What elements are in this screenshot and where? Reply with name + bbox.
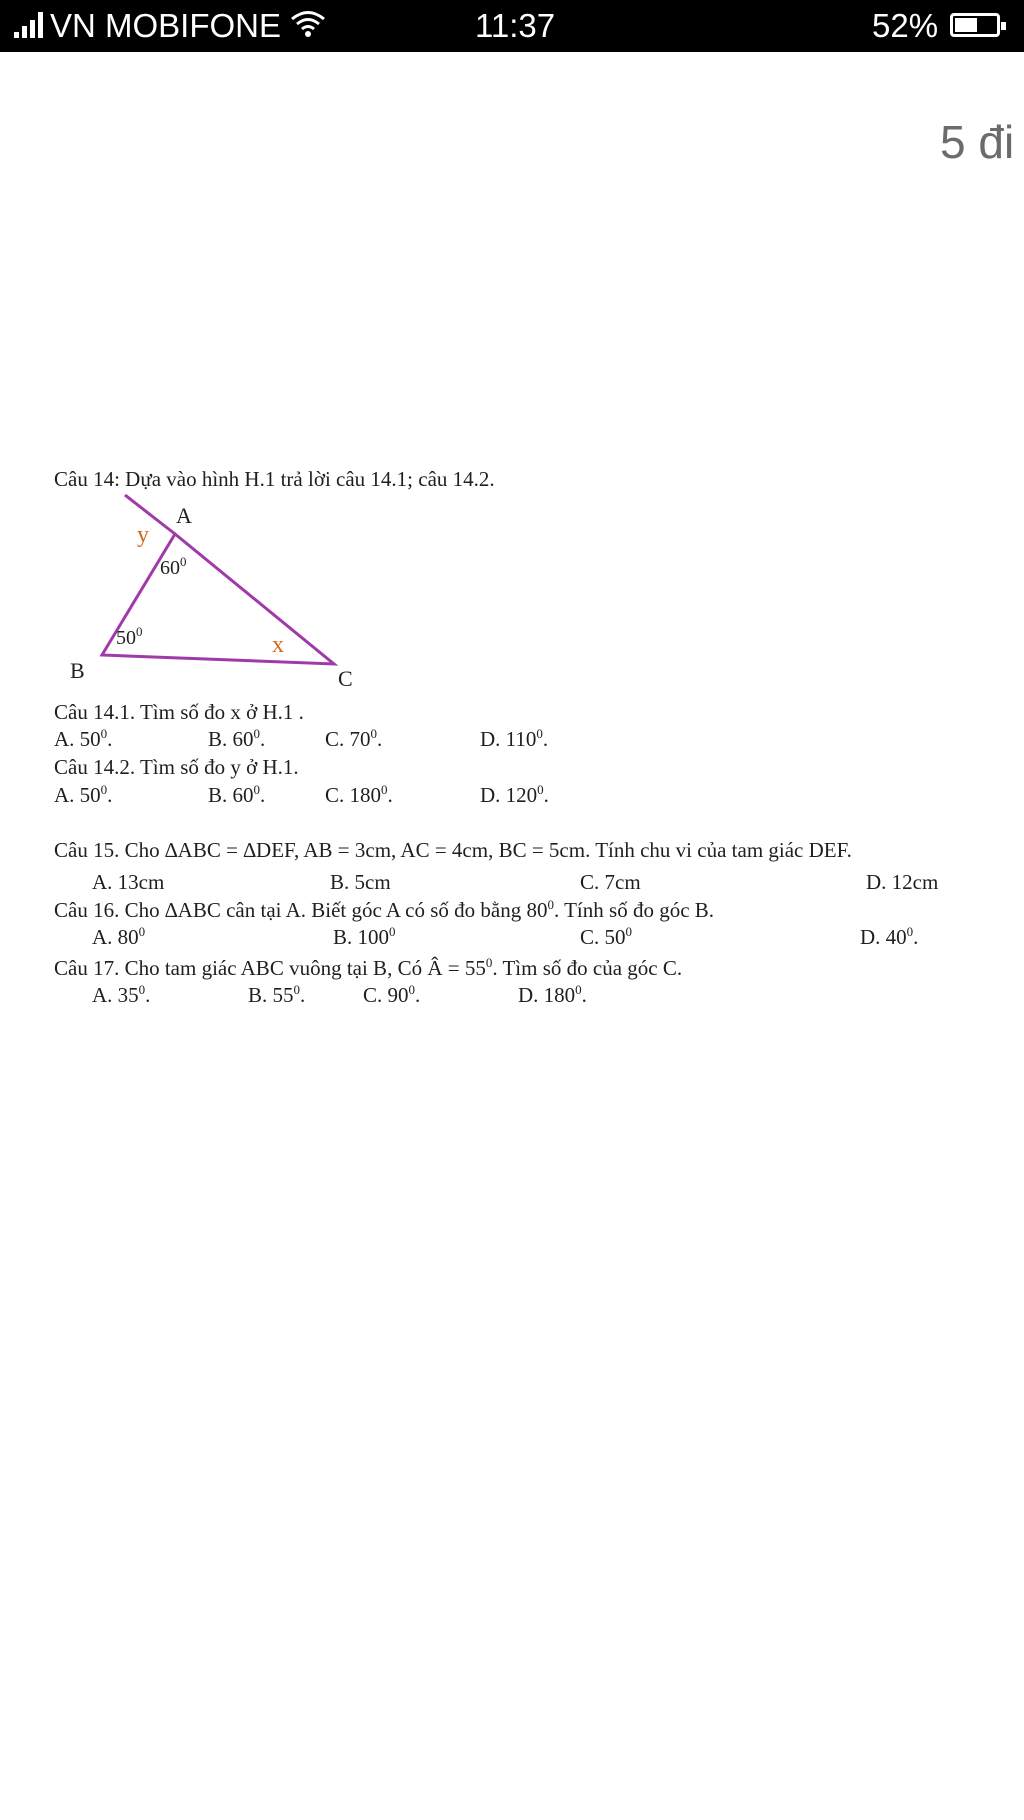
triangle-figure-h1: [60, 488, 380, 688]
q17-text: Câu 17. Cho tam giác ABC vuông tại B, Có Â = $55^0$. Tìm số đo của góc C.: [54, 955, 683, 980]
clock: 11:37: [475, 7, 556, 44]
q16-option-d[interactable]: D. $40^0$.: [860, 924, 919, 949]
q16-option-b[interactable]: B. $100^0$: [333, 924, 396, 949]
angle-a-value: $60^0$: [160, 554, 187, 579]
angle-label-y: y: [137, 522, 149, 548]
q14-2-text: Câu 14.2. Tìm số đo y ở H.1.: [54, 755, 299, 779]
q17-option-b[interactable]: B. $55^0$.: [248, 982, 306, 1007]
vertex-label-c: C: [338, 666, 353, 688]
angle-b-value: $50^0$: [116, 624, 143, 649]
vertex-label-a: A: [176, 503, 192, 528]
battery-percent: 52%: [872, 7, 939, 44]
q15-option-b[interactable]: B. 5cm: [330, 870, 391, 894]
q14-1-option-c[interactable]: C. $70^0$.: [325, 726, 383, 751]
q17-option-d[interactable]: D. $180^0$.: [518, 982, 587, 1007]
q14-2-option-a[interactable]: A. $50^0$.: [54, 782, 113, 807]
q14-2-option-d[interactable]: D. $120^0$.: [480, 782, 549, 807]
q14-1-option-b[interactable]: B. $60^0$.: [208, 726, 266, 751]
carrier-name: VN MOBIFONE: [50, 7, 282, 44]
q16-option-c[interactable]: C. $50^0$: [580, 924, 633, 949]
q14-1-option-d[interactable]: D. $110^0$.: [480, 726, 549, 751]
angle-label-x: x: [272, 632, 284, 658]
q14-2-option-c[interactable]: C. $180^0$.: [325, 782, 393, 807]
triangle-abc: [102, 534, 334, 664]
q16-text: Câu 16. Cho ∆ABC cân tại A. Biết góc A có số đo bằng $80^0$. Tính số đo góc B.: [54, 897, 715, 922]
q14-1-text: Câu 14.1. Tìm số đo x ở H.1 .: [54, 700, 304, 724]
q15-option-c[interactable]: C. 7cm: [580, 870, 641, 894]
q16-option-a[interactable]: A. $80^0$: [92, 924, 146, 949]
q15-text: Câu 15. Cho ∆ABC = ∆DEF, AB = 3cm, AC = 4cm, BC = 5cm. Tính chu vi của tam giác DEF.: [54, 838, 852, 862]
line-extension-a: [125, 495, 175, 534]
q14-2-option-b[interactable]: B. $60^0$.: [208, 782, 266, 807]
q15-option-d[interactable]: D. 12cm: [866, 870, 939, 894]
points-label: 5 đi: [940, 116, 1015, 168]
vertex-label-b: B: [70, 658, 85, 683]
q17-option-c[interactable]: C. $90^0$.: [363, 982, 421, 1007]
q14-1-option-a[interactable]: A. $50^0$.: [54, 726, 113, 751]
q14-title: Câu 14: Dựa vào hình H.1 trả lời câu 14.1; câu 14.2.: [54, 467, 495, 491]
q15-option-a[interactable]: A. 13cm: [92, 870, 165, 894]
q17-option-a[interactable]: A. $35^0$.: [92, 982, 151, 1007]
